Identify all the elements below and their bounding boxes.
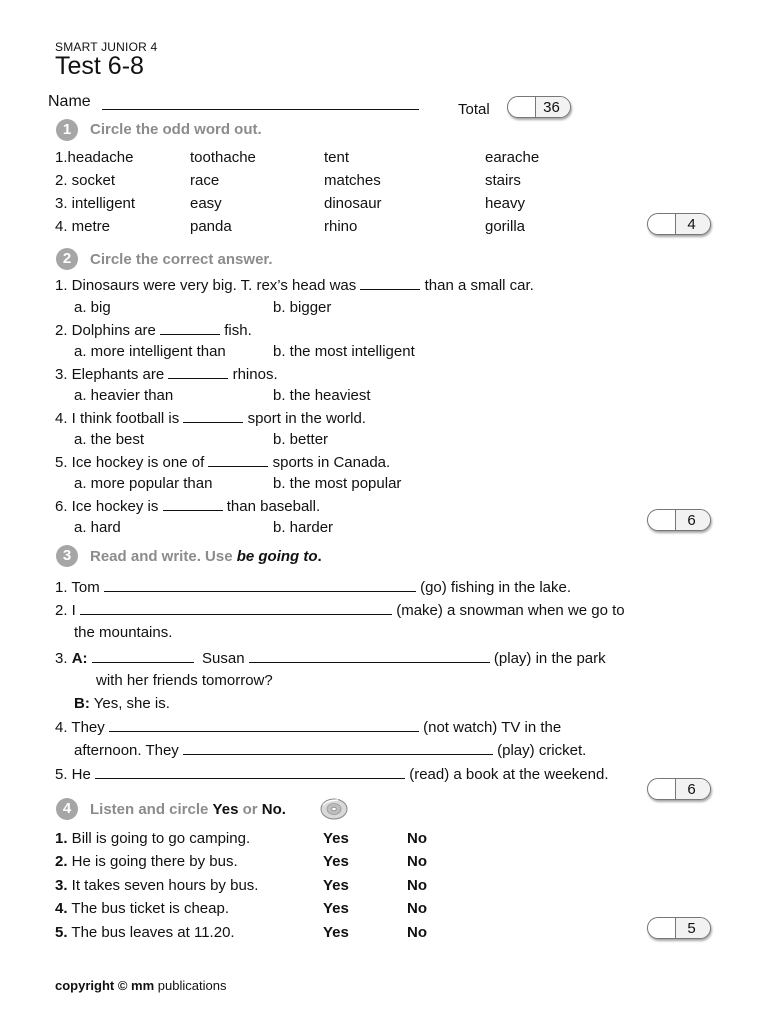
s4-statement: 2. He is going there by bus. — [55, 853, 238, 870]
s1-word: tent — [324, 149, 350, 166]
s1-word: matches — [324, 172, 381, 189]
s2-option-b[interactable]: b. better — [273, 431, 329, 448]
s2-option-a[interactable]: a. hard — [74, 519, 121, 536]
s3-line-4: 4. They (not watch) TV in the — [55, 719, 562, 736]
s2-option-b[interactable]: b. the most intelligent — [273, 343, 415, 360]
yes-option[interactable]: Yes — [323, 924, 349, 941]
s1-word: 4. metre — [55, 218, 111, 235]
s4-statement: 1. Bill is going to go camping. — [55, 830, 251, 847]
total-score-box — [507, 96, 571, 118]
answer-blank[interactable] — [92, 649, 194, 663]
audio-cd-icon[interactable] — [318, 797, 348, 821]
answer-blank[interactable] — [95, 765, 405, 779]
section-2-heading: Circle the correct answer. — [90, 251, 273, 268]
s2-option-b[interactable]: b. the most popular — [273, 475, 402, 492]
s2-question: 3. Elephants are rhinos. — [55, 366, 278, 383]
s3-line-3-cont: with her friends tomorrow? — [96, 672, 273, 689]
s2-question: 6. Ice hockey is than baseball. — [55, 498, 321, 515]
total-label: Total — [458, 101, 490, 118]
s1-word: race — [190, 172, 220, 189]
yes-option[interactable]: Yes — [323, 877, 349, 894]
yes-option[interactable]: Yes — [323, 830, 349, 847]
section-1-number: 1 — [56, 119, 78, 141]
answer-blank[interactable] — [109, 718, 419, 732]
s4-statement: 3. It takes seven hours by bus. — [55, 877, 259, 894]
section-2-score: 6 — [687, 512, 696, 529]
yes-option[interactable]: Yes — [323, 900, 349, 917]
section-4-score-box — [647, 917, 711, 939]
no-option[interactable]: No — [407, 830, 427, 847]
yes-option[interactable]: Yes — [323, 853, 349, 870]
s2-option-a[interactable]: a. more intelligent than — [74, 343, 226, 360]
section-4-score: 5 — [687, 920, 696, 937]
s3-line-1: 1. Tom (go) fishing in the lake. — [55, 579, 572, 596]
answer-blank[interactable] — [104, 578, 416, 592]
s2-option-a[interactable]: a. more popular than — [74, 475, 213, 492]
s1-word: 3. intelligent — [55, 195, 136, 212]
s1-word: toothache — [190, 149, 256, 166]
section-3-heading: Read and write. Use be going to. — [90, 548, 322, 565]
section-3-number: 3 — [56, 545, 78, 567]
section-3-score-box — [647, 778, 711, 800]
section-3-score: 6 — [687, 781, 696, 798]
s3-line-2: 2. I (make) a snowman when we go to — [55, 602, 625, 619]
s3-line-3-answer: B: Yes, she is. — [74, 695, 170, 712]
answer-blank[interactable] — [80, 601, 392, 615]
s1-word: dinosaur — [324, 195, 382, 212]
s3-line-5: 5. He (read) a book at the weekend. — [55, 766, 609, 783]
name-field-line[interactable] — [102, 109, 419, 110]
s2-option-b[interactable]: b. harder — [273, 519, 334, 536]
s1-word: heavy — [485, 195, 526, 212]
s4-statement: 5. The bus leaves at 11.20. — [55, 924, 235, 941]
section-1-score: 4 — [687, 216, 696, 233]
s2-question: 2. Dolphins are fish. — [55, 322, 252, 339]
s2-option-a[interactable]: a. big — [74, 299, 111, 316]
s3-line-2-cont: the mountains. — [74, 624, 173, 641]
series-title: SMART JUNIOR 4 — [55, 40, 158, 54]
no-option[interactable]: No — [407, 853, 427, 870]
section-1-heading: Circle the odd word out. — [90, 121, 262, 138]
s3-line-3: 3. A: Susan (play) in the park — [55, 650, 606, 667]
s4-statement: 4. The bus ticket is cheap. — [55, 900, 229, 917]
s1-word: rhino — [324, 218, 358, 235]
page-title: Test 6-8 — [55, 52, 144, 80]
s1-word: 2. socket — [55, 172, 116, 189]
s1-word: 1.headache — [55, 149, 134, 166]
section-4-heading: Listen and circle Yes or No. — [90, 801, 286, 818]
s2-option-a[interactable]: a. the best — [74, 431, 145, 448]
s3-line-4-cont: afternoon. They (play) cricket. — [74, 742, 587, 759]
s2-question: 5. Ice hockey is one of sports in Canada. — [55, 454, 391, 471]
answer-blank[interactable] — [249, 649, 490, 663]
total-score-value: 36 — [543, 99, 560, 116]
s1-word: panda — [190, 218, 232, 235]
s2-option-b[interactable]: b. the heaviest — [273, 387, 371, 404]
s2-option-b[interactable]: b. bigger — [273, 299, 332, 316]
no-option[interactable]: No — [407, 900, 427, 917]
s2-question: 1. Dinosaurs were very big. T. rex’s head was than a small car. — [55, 277, 534, 294]
s2-question: 4. I think football is sport in the world. — [55, 410, 366, 427]
s1-word: stairs — [485, 172, 521, 189]
s1-word: easy — [190, 195, 222, 212]
s2-option-a[interactable]: a. heavier than — [74, 387, 174, 404]
section-4-number: 4 — [56, 798, 78, 820]
section-1-score-box — [647, 213, 711, 235]
answer-blank[interactable] — [183, 741, 493, 755]
s1-word: gorilla — [485, 218, 526, 235]
name-label: Name — [48, 93, 91, 110]
section-2-number: 2 — [56, 248, 78, 270]
no-option[interactable]: No — [407, 877, 427, 894]
copyright-footer: copyright © mm publications — [55, 978, 227, 993]
section-2-score-box — [647, 509, 711, 531]
no-option[interactable]: No — [407, 924, 427, 941]
s1-word: earache — [485, 149, 540, 166]
